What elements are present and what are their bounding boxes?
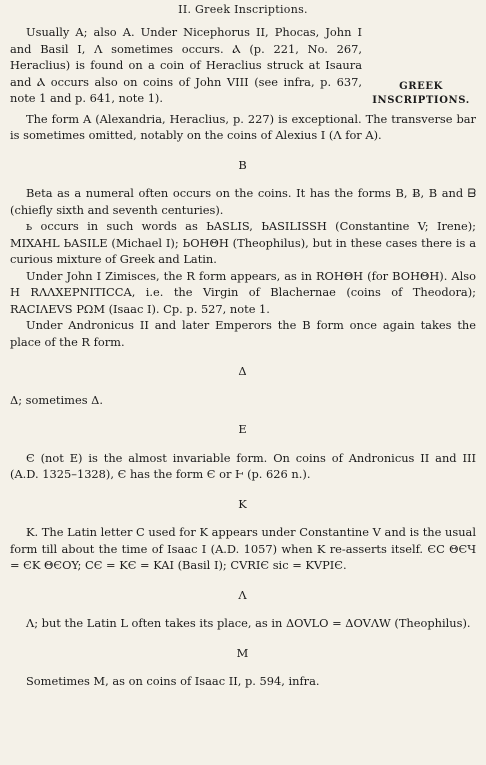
paragraph: Beta as a numeral often occurs on the coins. It has the forms B, Ƀ, B and ᗷ (chiefly sixth and seventh centuries). [10,186,476,217]
paragraph: Δ; sometimes Δ. [10,392,104,407]
section-heading: B [238,157,248,172]
running-header: II. Greek Inscriptions. [178,3,308,16]
section-heading: Λ [238,587,248,602]
paragraph: K. The Latin letter C used for K appears under Constantine V and is the usual form till about the time of Isaac I (A.D. 1057) when K re-asserts itself. ЄC ΘЄЧ = ЄK ΘЄOY; CЄ = KЄ = KAI (Basil I); CVRIЄ sic = KVPIЄ. [10,525,476,572]
paragraph: The form Α (Alexandria, Heraclius, p. 227) is exceptional. The transverse bar is sometimes omitted, notably on the coins of Alexius I (Λ for A). [10,111,476,142]
page-body [10,24,476,690]
paragraph: Є (not E) is the almost invariable form. On coins of Andronicus II and III (A.D. 1325–1328), Є has the form Є or Ͱ (p. 626 n.). [10,450,476,481]
paragraph: Λ; but the Latin L often takes its place, as in ΔOVLO = ΔOVΛW (Theophilus). [26,616,471,630]
section-heading: K [238,496,248,511]
paragraph: Sometimes M, as on coins of Isaac II, p. 594, infra. [26,674,320,688]
paragraph: Usually A; also A. Under Nicephorus II, Phocas, John I and Basil I, Λ sometimes occurs. Ⲁ (p. 221, No. 267, Heraclius) is found on a coin of Heraclius struck at Isaura and Ⲁ occurs also on coins of John VIII (see infra, p. 637, note 1 and p. 641, note 1). [10,25,362,105]
paragraph: Under John I Zimisces, the R form appears, as in ROHΘH (for BOHΘH). Also H RΛΛXEPNITICCA, i.e. the Virgin of Blachernae (coins of Theodora); RACIΛEVS PΩM (Isaac I). Cp. p. 527, note 1. [10,268,476,316]
section-heading: E [238,422,248,436]
paragraph: ь occurs in such words as ЬASLIS, ЬASILISSH (Constantine V; Irene); MIXAHL ЬASILE (Michael I); ЬOHΘH (Theophilus), but in these cases there is a curious mixture of Greek and Latin. [10,219,476,266]
margin-note: GREEK INSCRIPTIONS. [372,81,470,106]
paragraph: Under Andronicus II and later Emperors the B form once again takes the place of the R form. [10,318,476,349]
section-heading: M [236,645,250,660]
section-heading: Δ [238,364,248,378]
